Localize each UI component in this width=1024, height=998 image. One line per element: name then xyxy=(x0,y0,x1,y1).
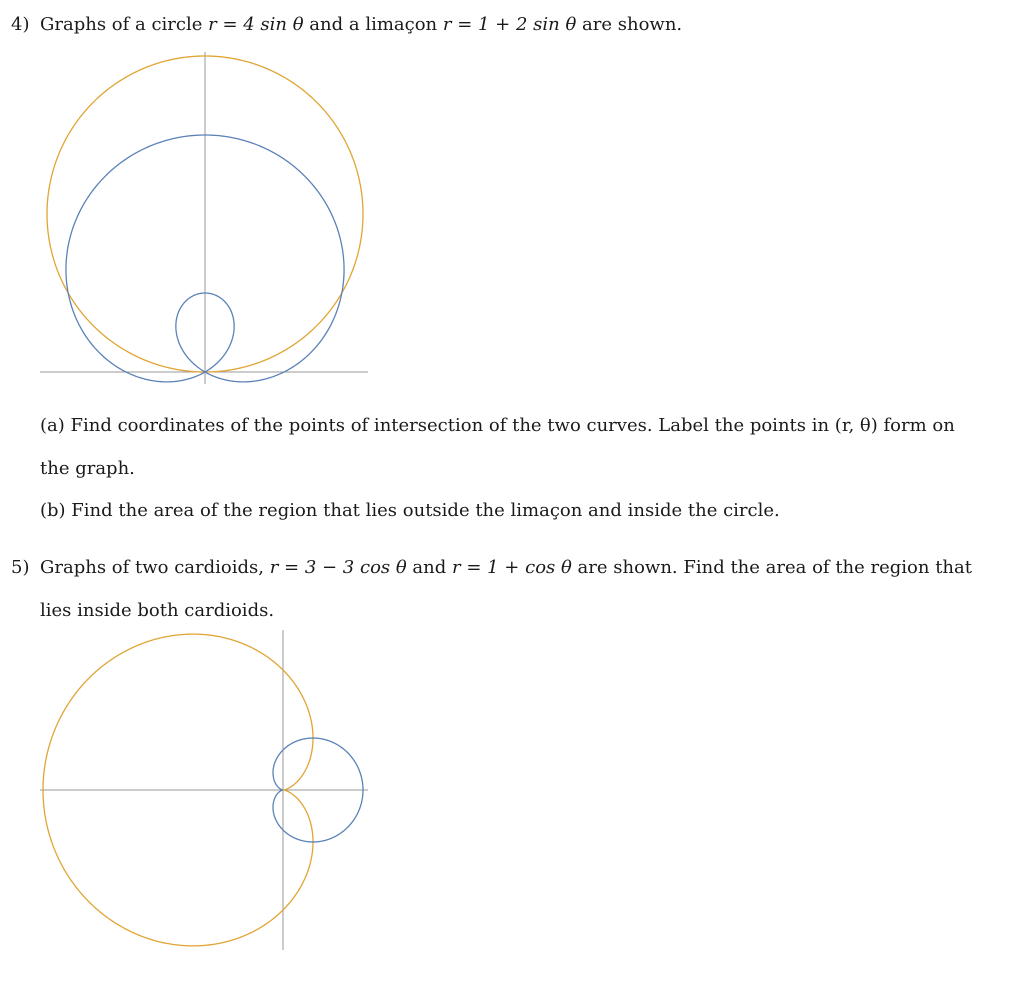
problem-4-post: are shown. xyxy=(576,14,683,35)
problem-5-eq2: r = 1 + cos θ xyxy=(452,557,572,578)
problem-5-post: are shown. Find the area of the region that xyxy=(571,557,972,578)
problem-4-eq1: r = 4 sin θ xyxy=(208,14,304,35)
problem-5-number: 5) xyxy=(11,557,30,578)
problem-5-line-2: lies inside both cardioids. xyxy=(40,600,275,621)
problem-4-number: 4) xyxy=(11,14,30,35)
problem-5-pre: Graphs of two cardioids, xyxy=(40,557,270,578)
part-b: (b) Find the area of the region that lies outside the limaçon and inside the circle. xyxy=(40,500,780,521)
problem-4-eq2: r = 1 + 2 sin θ xyxy=(442,14,577,35)
problem-5-mid: and xyxy=(406,557,452,578)
problem-4-pre: Graphs of a circle xyxy=(40,14,209,35)
part-a-line-1: (a) Find coordinates of the points of intersection of the two curves. Label the points in (r, θ) form on xyxy=(40,415,955,436)
problem-5-eq1: r = 3 − 3 cos θ xyxy=(269,557,407,578)
part-a-line-2: the graph. xyxy=(40,458,135,479)
problem-4-mid: and a limaçon xyxy=(303,14,443,35)
